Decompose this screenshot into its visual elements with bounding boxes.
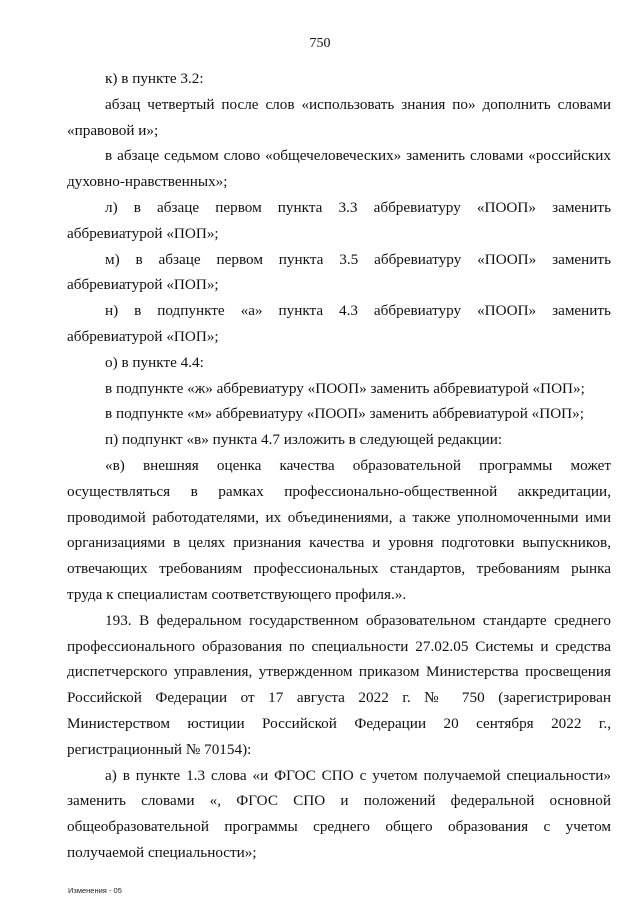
paragraph: 193. В федеральном государственном образовательном стандарте среднего профессионального образования по специальности 27.02.05 Системы и средства диспетчерского управления, утвержденном приказом Министерства просвещения Российской Федерации от 17 августа 2022 г. № 750 (зарегистрирован Министерством юстиции Российской Федерации 20 сентября 2022 г., регистрационный № 70154): — [67, 611, 611, 758]
paragraph: н) в подпункте «а» пункта 4.3 аббревиатуру «ПООП» заменить аббревиатурой «ПОП»; — [67, 302, 611, 345]
paragraph: «в) внешняя оценка качества образовательной программы может осуществляться в рамках профессионально-общественной аккредитации, проводимой работодателями, их объединениями, а также уполномоченными ими организациями в целях признания качества и уровня подготовки выпускников, отвечающих требованиям профессиональных стандартов, требованиям рынка труда к специалистам соответствующего профиля.». — [67, 456, 611, 603]
page-number: 750 — [309, 36, 331, 51]
paragraph: м) в абзаце первом пункта 3.5 аббревиатуру «ПООП» заменить аббревиатурой «ПОП»; — [67, 250, 611, 294]
paragraph: абзац четвертый после слов «использовать знания по» дополнить словами «правовой и»; — [67, 95, 611, 139]
paragraph: к) в пункте 3.2: — [105, 70, 204, 87]
paragraph: в абзаце седьмом слово «общечеловеческих» заменить словами «российских духовно-нравственных»; — [67, 147, 611, 191]
paragraph: в подпункте «ж» аббревиатуру «ПООП» заменить аббревиатурой «ПОП»; — [105, 379, 585, 397]
paragraph: п) подпункт «в» пункта 4.7 изложить в следующей редакции: — [105, 431, 503, 449]
paragraph: а) в пункте 1.3 слова «и ФГОС СПО с учетом получаемой специальности» заменить словами «, ФГОС СПО и положений федеральной основной общеобразовательной программы среднего общего образования с учетом получаемой специальности»; — [67, 766, 611, 861]
paragraph: л) в абзаце первом пункта 3.3 аббревиатуру «ПООП» заменить аббревиатурой «ПОП»; — [67, 198, 611, 242]
document-body — [67, 66, 611, 866]
page-footer: Изменения - 05 — [68, 886, 122, 895]
paragraph: о) в пункте 4.4: — [105, 353, 204, 371]
paragraph: в подпункте «м» аббревиатуру «ПООП» заменить аббревиатурой «ПОП»; — [105, 405, 584, 423]
